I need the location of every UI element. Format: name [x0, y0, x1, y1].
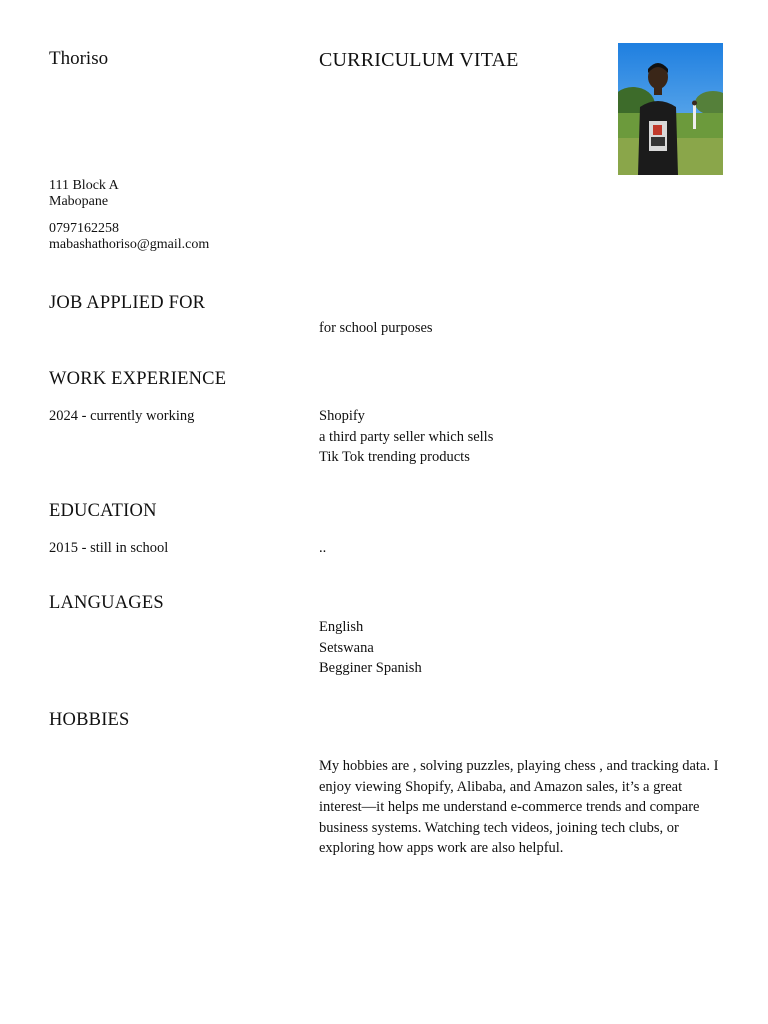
education-value: ..	[319, 540, 327, 556]
language-item: Begginer Spanish	[319, 660, 422, 676]
education-heading: EDUCATION	[49, 501, 157, 521]
languages-list	[319, 617, 422, 679]
hobbies-heading: HOBBIES	[49, 710, 130, 730]
profile-photo	[618, 43, 723, 175]
contact-info	[49, 221, 209, 253]
work-line: a third party seller which sells	[319, 428, 494, 445]
address-line-2: Mabopane	[49, 194, 109, 209]
language-item: English	[319, 619, 364, 635]
address-line-1: 111 Block A	[49, 178, 119, 193]
applicant-name: Thoriso	[49, 48, 109, 69]
work-line: Shopify	[319, 408, 365, 424]
job-applied-value: for school purposes	[319, 320, 433, 336]
language-item: Setswana	[319, 639, 374, 656]
work-details	[319, 406, 493, 468]
hobbies-text: My hobbies are , solving puzzles, playing chess , and tracking data. I enjoy viewing Shopify, Alibaba, and Amazon sales, it’s a great interest—it helps me understand e-commerce trends and compare business systems. Watching tech videos, joining tech clubs, or exploring how apps work are also helpful.	[319, 758, 719, 856]
document-title: CURRICULUM VITAE	[319, 49, 519, 71]
education-period: 2015 - still in school	[49, 540, 169, 556]
languages-heading: LANGUAGES	[49, 593, 164, 613]
work-experience-heading: WORK EXPERIENCE	[49, 369, 227, 389]
work-period: 2024 - currently working	[49, 408, 195, 424]
address	[49, 178, 119, 210]
work-line: Tik Tok trending products	[319, 449, 470, 465]
job-applied-heading: JOB APPLIED FOR	[49, 293, 206, 313]
phone-number: 0797162258	[49, 221, 119, 236]
email-address: mabashathoriso@gmail.com	[49, 237, 210, 252]
